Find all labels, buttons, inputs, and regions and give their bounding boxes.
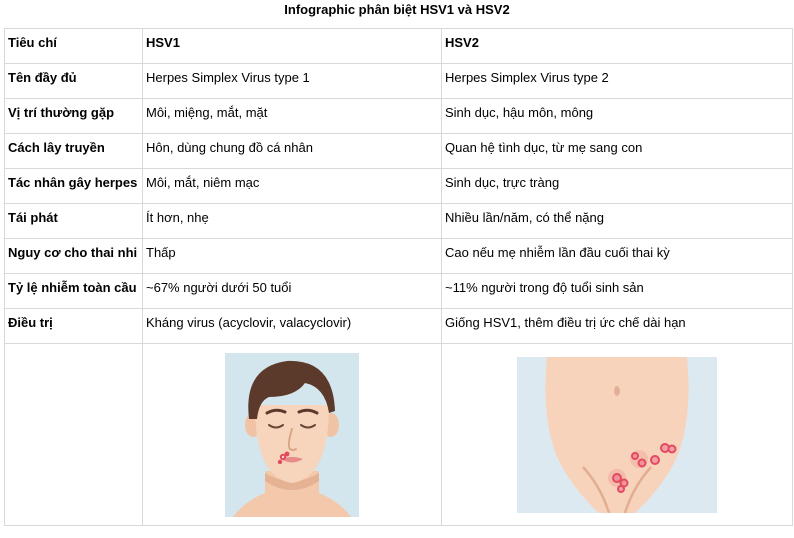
comparison-table [4,28,793,526]
row-hsv1: Herpes Simplex Virus type 1 [143,64,442,99]
row-hsv2: ~11% người trong độ tuổi sinh sản [442,274,793,309]
row-criteria: Tác nhân gây herpes [5,169,143,204]
row-criteria: Tỷ lệ nhiễm toàn cầu [5,274,143,309]
row-hsv1: Môi, mắt, niêm mạc [143,169,442,204]
row-hsv2: Cao nếu mẹ nhiễm lần đầu cuối thai kỳ [442,239,793,274]
genital-lesion-illustration [517,357,717,513]
row-hsv1: Ít hơn, nhẹ [143,204,442,239]
illustration-hsv2-cell [442,344,793,526]
row-criteria: Vị trí thường gặp [5,99,143,134]
table-row [5,309,793,344]
table-row [5,239,793,274]
illustration-empty-cell [5,344,143,526]
header-hsv1: HSV1 [143,29,442,64]
illustration-hsv1-cell [143,344,442,526]
row-hsv1: Hôn, dùng chung đồ cá nhân [143,134,442,169]
row-criteria: Điều trị [5,309,143,344]
row-criteria: Nguy cơ cho thai nhi [5,239,143,274]
row-hsv2: Sinh dục, trực tràng [442,169,793,204]
table-row [5,134,793,169]
row-criteria: Tên đầy đủ [5,64,143,99]
table-row [5,64,793,99]
row-hsv2: Nhiều lần/năm, có thể nặng [442,204,793,239]
table-row [5,99,793,134]
table-row [5,204,793,239]
row-criteria: Cách lây truyền [5,134,143,169]
face-lip-lesion-illustration [225,353,359,517]
row-hsv1: ~67% người dưới 50 tuổi [143,274,442,309]
table-row [5,274,793,309]
row-hsv2: Giống HSV1, thêm điều trị ức chế dài hạn [442,309,793,344]
row-hsv1: Môi, miệng, mắt, mặt [143,99,442,134]
row-hsv1: Thấp [143,239,442,274]
row-criteria: Tái phát [5,204,143,239]
illustration-row [5,344,793,526]
row-hsv2: Sinh dục, hậu môn, mông [442,99,793,134]
row-hsv2: Quan hệ tình dục, từ mẹ sang con [442,134,793,169]
page-title: Infographic phân biệt HSV1 và HSV2 [284,2,510,17]
row-hsv1: Kháng virus (acyclovir, valacyclovir) [143,309,442,344]
header-hsv2: HSV2 [442,29,793,64]
row-hsv2: Herpes Simplex Virus type 2 [442,64,793,99]
table-header-row [5,29,793,64]
table-row [5,169,793,204]
header-criteria: Tiêu chí [5,29,143,64]
